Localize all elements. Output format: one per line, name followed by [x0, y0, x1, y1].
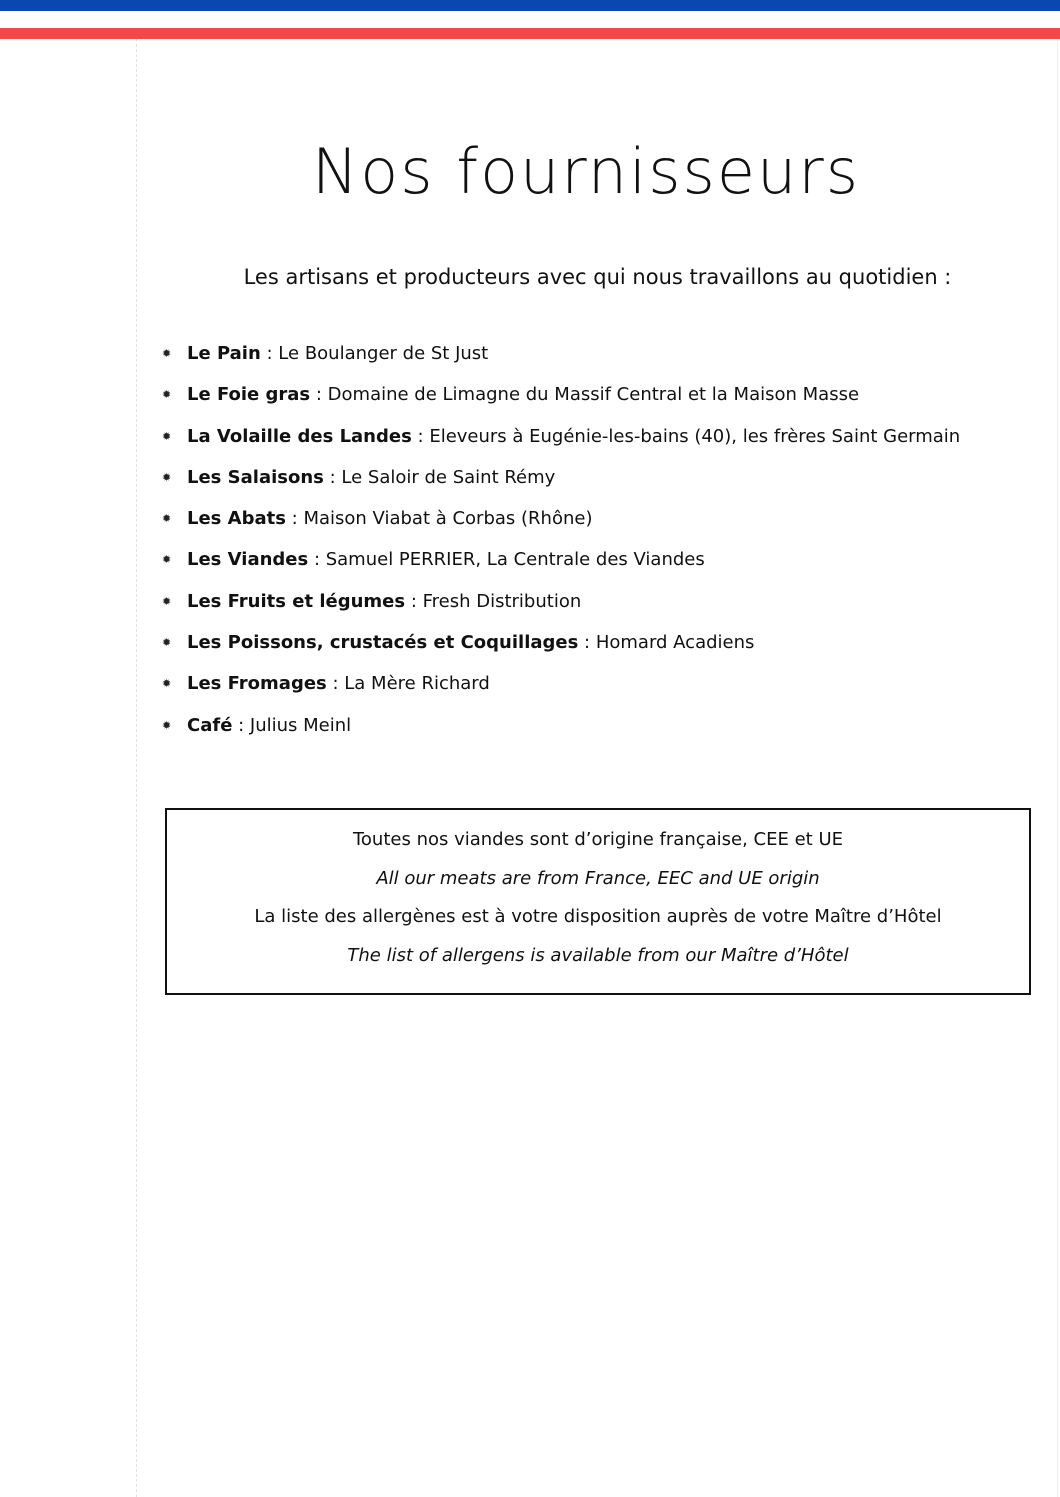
origin-allergen-notice [165, 808, 1031, 995]
bullet-icon: ✹ [162, 347, 172, 360]
bullet-icon: ✹ [162, 429, 172, 443]
bullet-icon: ✹ [162, 636, 172, 650]
supplier-detail: : Julius Meinl [232, 714, 352, 736]
bullet-icon: ✹ [162, 553, 172, 567]
list-item [160, 379, 1020, 420]
supplier-detail: : Fresh Distribution [405, 590, 582, 612]
notice-meat-origin-fr: Toutes nos viandes sont d’origine française, CEE et UE [352, 829, 843, 850]
list-item [160, 503, 1020, 544]
bullet-icon: ✹ [162, 470, 172, 484]
notice-allergens-fr: La liste des allergènes est à votre disposition auprès de votre Maître d’Hôtel [254, 906, 942, 927]
supplier-category: Les Poissons, crustacés et Coquillages [187, 632, 579, 654]
intro-text: Les artisans et producteurs avec qui nous travaillons au quotidien : [243, 265, 952, 289]
flag-stripe-red [0, 28, 1060, 39]
supplier-category: Les Viandes [187, 549, 309, 571]
list-item [160, 544, 1020, 585]
supplier-detail: : Maison Viabat à Corbas (Rhône) [285, 508, 593, 530]
supplier-category: Le Pain [187, 343, 261, 364]
list-item [160, 586, 1020, 627]
bullet-icon: ✹ [162, 718, 172, 732]
supplier-detail: : Domaine de Limagne du Massif Central et la Maison Masse [310, 384, 860, 406]
bullet-icon: ✹ [162, 512, 172, 526]
supplier-category: Les Fruits et légumes [187, 590, 406, 612]
right-margin-rule [1057, 39, 1058, 1497]
supplier-detail: : Le Saloir de Saint Rémy [323, 466, 556, 488]
supplier-category: Les Salaisons [187, 466, 324, 488]
supplier-detail: : Homard Acadiens [578, 632, 755, 654]
notice-meat-origin-en: All our meats are from France, EEC and UE origin [376, 868, 820, 889]
list-item [160, 338, 1020, 379]
list-item [160, 627, 1020, 668]
list-item [160, 710, 1020, 751]
list-item [160, 462, 1020, 503]
supplier-category: Les Abats [187, 508, 286, 530]
supplier-category: Les Fromages [187, 673, 327, 695]
supplier-detail: : Eleveurs à Eugénie-les-bains (40), les frères Saint Germain [411, 425, 961, 447]
notice-allergens-en: The list of allergens is available from our Maître d’Hôtel [347, 945, 849, 966]
flag-stripe-blue [0, 0, 1060, 11]
bullet-icon: ✹ [162, 677, 172, 691]
list-item [160, 668, 1020, 709]
list-item [160, 421, 1020, 462]
supplier-detail: : Le Boulanger de St Just [260, 343, 489, 364]
supplier-detail: : Samuel PERRIER, La Centrale des Viandes [308, 549, 705, 571]
bullet-icon: ✹ [162, 388, 172, 402]
left-margin-rule [136, 39, 137, 1497]
supplier-category: Café [187, 714, 233, 736]
page-title: Nos fournisseurs [311, 135, 861, 208]
bullet-icon: ✹ [162, 594, 172, 608]
supplier-detail: : La Mère Richard [326, 673, 490, 695]
supplier-list [160, 338, 1020, 751]
supplier-category: Le Foie gras [187, 384, 311, 406]
supplier-category: La Volaille des Landes [187, 425, 412, 447]
